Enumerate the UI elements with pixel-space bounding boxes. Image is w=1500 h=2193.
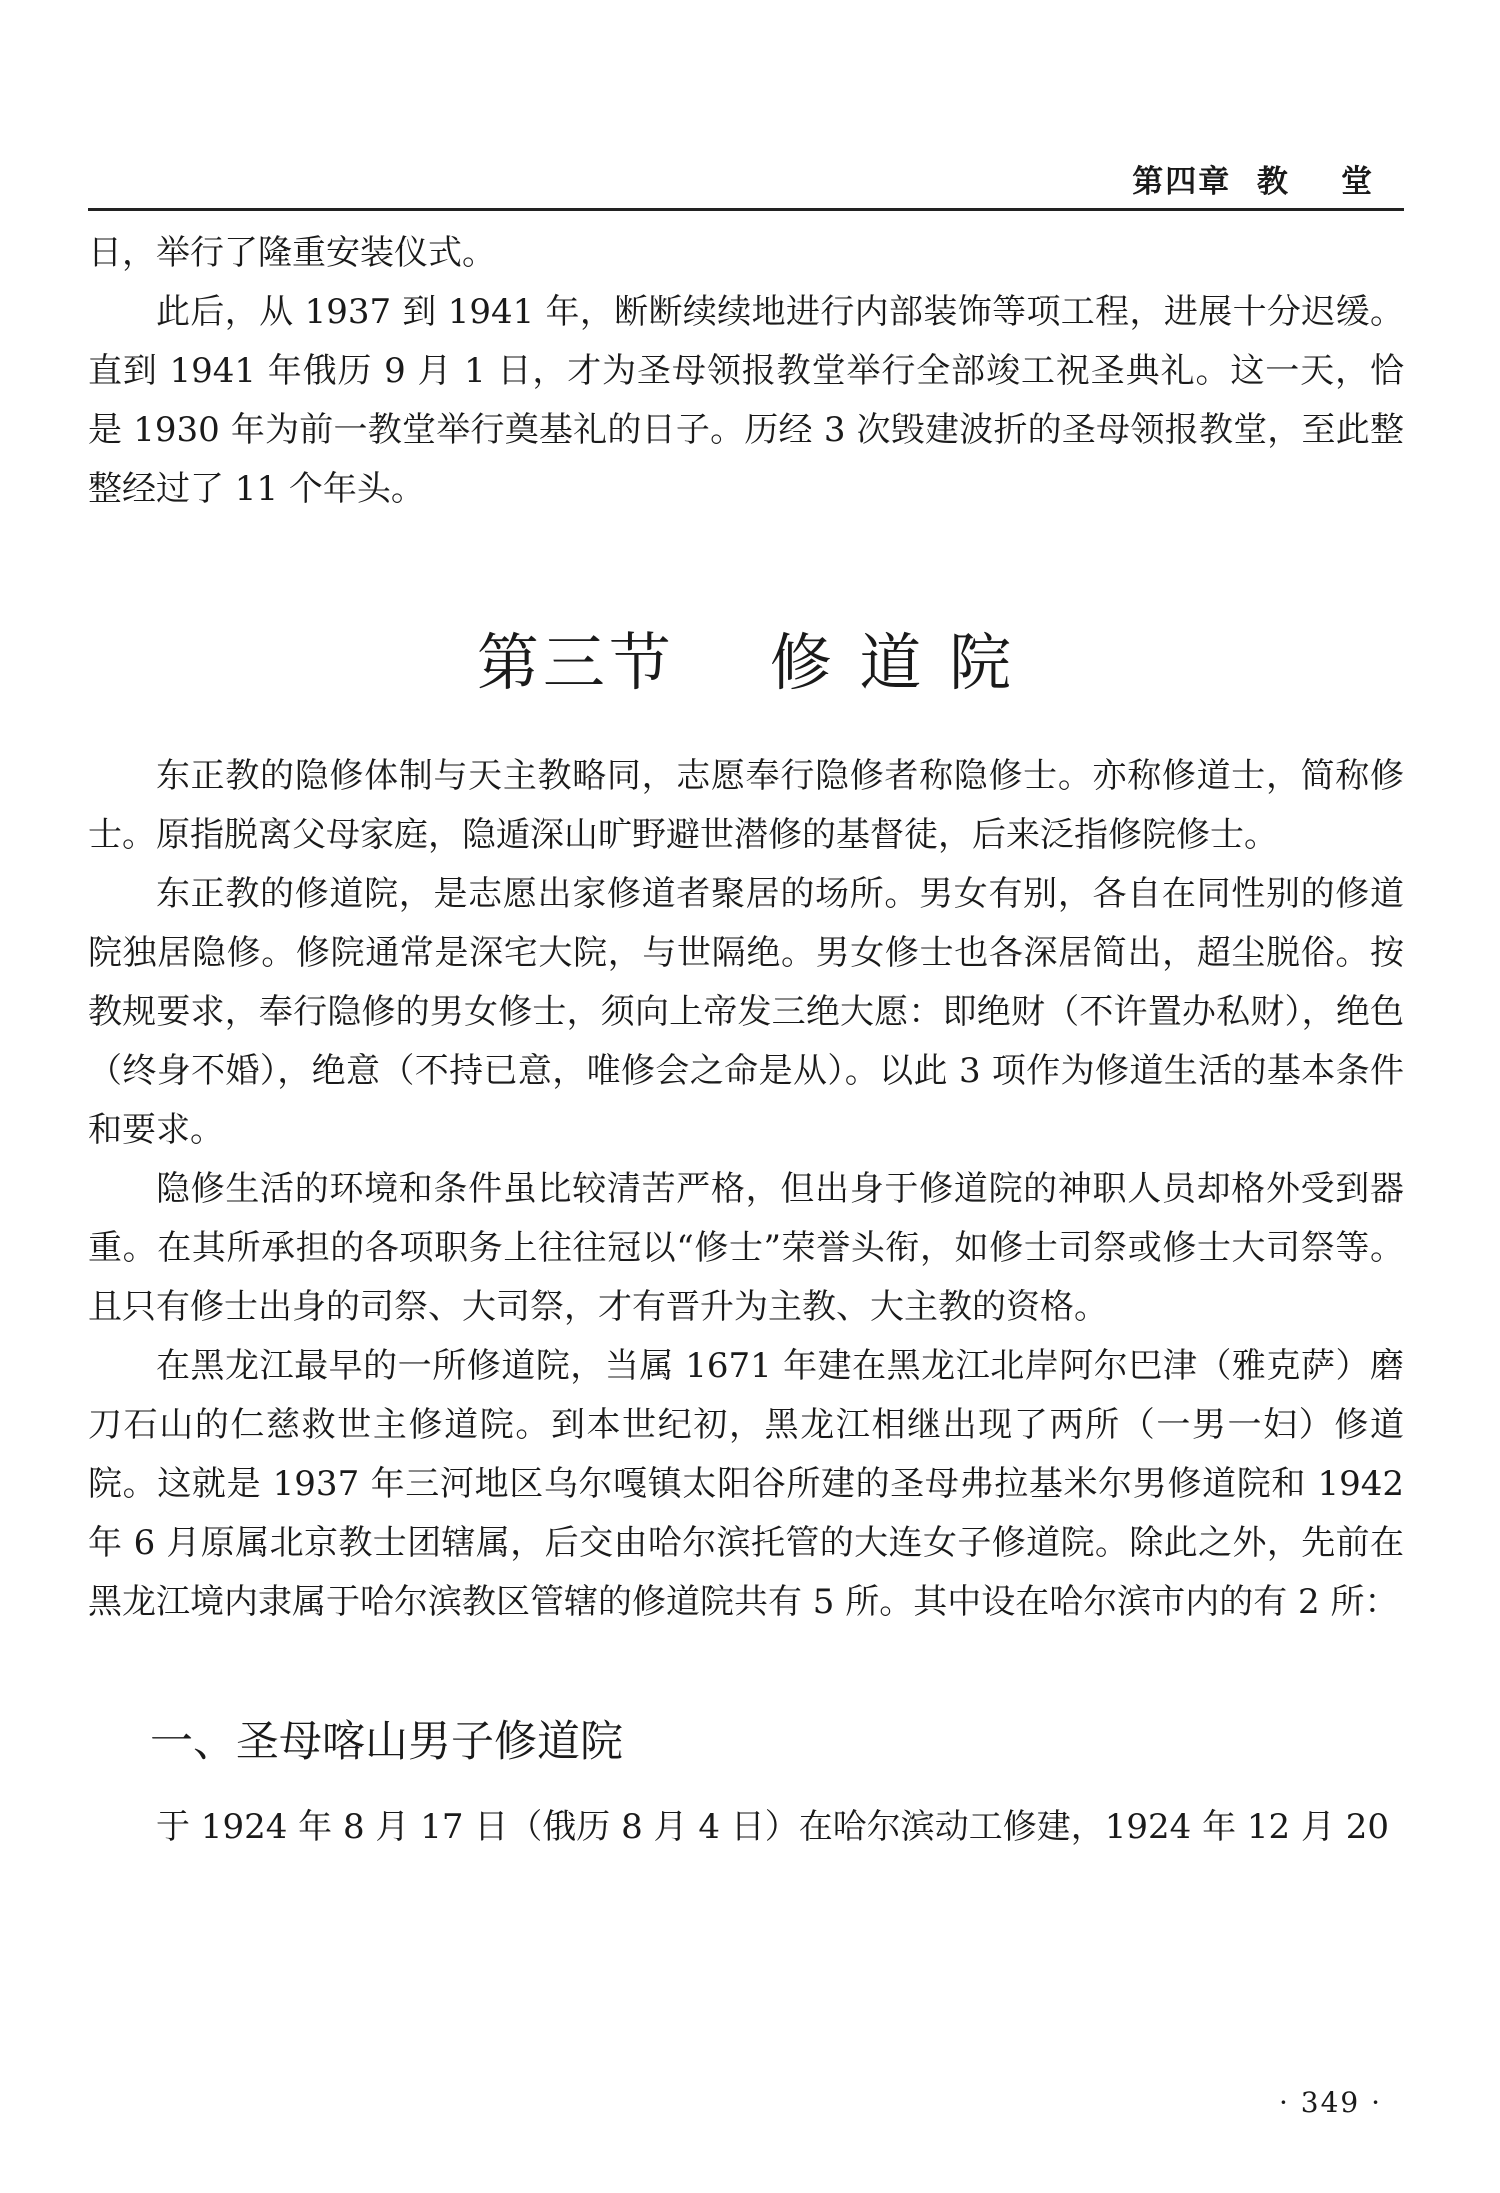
page-content [88,224,1404,1857]
paragraph: 日，举行了隆重安装仪式。 [88,233,496,273]
running-head: 第四章 教 堂 [1132,164,1374,200]
paragraph: 东正教的修道院，是志愿出家修道者聚居的场所。男女有别，各自在同性别的修道院独居隐修。修院通常是深宅大院，与世隔绝。男女修士也各深居简出，超尘脱俗。按教规要求，奉行隐修的男女修士，须向上帝发三绝大愿：即绝财（不许置办私财），绝色（终身不婚），绝意（不持已意，唯修会之命是从）。以此 3 项作为修道生活的基本条件和要求。 [88,874,1404,1150]
subsection-title: 一、圣母喀山男子修道院 [150,1717,623,1767]
paragraph: 此后，从 1937 到 1941 年，断断续续地进行内部装饰等项工程，进展十分迟缓。直到 1941 年俄历 9 月 1 日，才为圣母领报教堂举行全部竣工祝圣典礼。这一天，恰是 1930 年为前一教堂举行奠基礼的日子。历经 3 次毁建波折的圣母领报教堂，至此整整经过了 11 个年头。 [88,292,1404,509]
section-title: 第三节 修 道 院 [476,626,1016,699]
page-header [88,152,1404,211]
paragraph: 东正教的隐修体制与天主教略同，志愿奉行隐修者称隐修士。亦称修道士，简称修士。原指脱离父母家庭，隐遁深山旷野避世潜修的基督徒，后来泛指修院修士。 [88,756,1404,855]
paragraph: 在黑龙江最早的一所修道院，当属 1671 年建在黑龙江北岸阿尔巴津（雅克萨）磨刀石山的仁慈救世主修道院。到本世纪初，黑龙江相继出现了两所（一男一妇）修道院。这就是 1937 年三河地区乌尔嘎镇太阳谷所建的圣母弗拉基米尔男修道院和 1942 年 6 月原属北京教士团辖属，后交由哈尔滨托管的大连女子修道院。除此之外，先前在黑龙江境内隶属于哈尔滨教区管辖的修道院共有 5 所。其中设在哈尔滨市内的有 2 所： [88,1346,1404,1622]
paragraph: 于 1924 年 8 月 17 日（俄历 8 月 4 日）在哈尔滨动工修建，1924 年 12 月 20 [156,1807,1390,1847]
paragraph: 隐修生活的环境和条件虽比较清苦严格，但出身于修道院的神职人员却格外受到器重。在其所承担的各项职务上往往冠以“修士”荣誉头衔，如修士司祭或修士大司祭等。且只有修士出身的司祭、大司祭，才有晋升为主教、大主教的资格。 [88,1169,1404,1327]
page-number: · 349 · [1278,2086,1382,2119]
